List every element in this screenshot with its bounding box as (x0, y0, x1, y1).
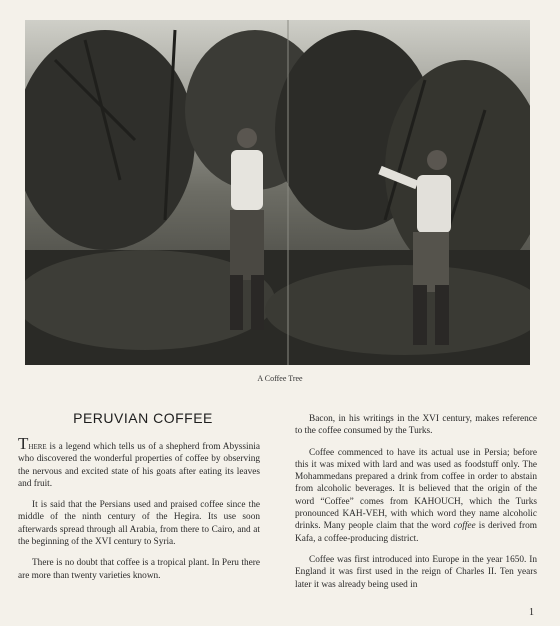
left-column (18, 434, 260, 591)
paragraph-text: Coffee commenced to have its actual use in Persia; before this it was mixed with lard and was used as foodstuff only. The Mohammedans prepared a drink from coffee in order to abstain from alcoholic beverages. It is believed that the origin of the word “Coffee” comes from KAHOUCH, which the Turks pronounced KAH-VEH, with which word they name alcoholic drinks. Many people claim that the word (295, 447, 537, 532)
paragraph (18, 434, 260, 490)
article-title: PERUVIAN COFFEE (73, 410, 213, 426)
page-number: 1 (529, 607, 534, 618)
paragraph (295, 447, 537, 545)
emphasis-word: coffee (453, 521, 476, 532)
coffee-tree-illustration (25, 20, 530, 365)
paragraph-text: is derived from Kafa, a coffee-producing district. (295, 521, 537, 544)
paragraph: Bacon, in his writings in the XVI century, makes reference to the coffee consumed by the Turks. (295, 414, 537, 437)
right-column (295, 413, 537, 600)
coffee-tree-photo (25, 20, 530, 365)
drop-cap: T (18, 434, 29, 453)
small-caps-word: here (28, 442, 47, 452)
paragraph: Coffee was first introduced into Europe in the year 1650. In England it was first used in the reign of Charles II. Ten years later it was already being used in (295, 554, 537, 590)
photo-caption: A Coffee Tree (257, 374, 303, 383)
paragraph: There is no doubt that coffee is a tropical plant. In Peru there are more than twenty varieties known. (18, 558, 260, 581)
paragraph-text: is a legend which tells us of a shepherd from Abyssinia who discovered the wonderful properties of coffee by observing the nervous and excited state of his goats after eating its leaves and fruit. (18, 442, 260, 489)
paragraph: It is said that the Persians used and praised coffee since the middle of the ninth century of the Hegira. Its use soon afterwards spread through all Arabia, from there to Cairo, and at the beginning of the XVI century to Syria. (18, 500, 260, 548)
